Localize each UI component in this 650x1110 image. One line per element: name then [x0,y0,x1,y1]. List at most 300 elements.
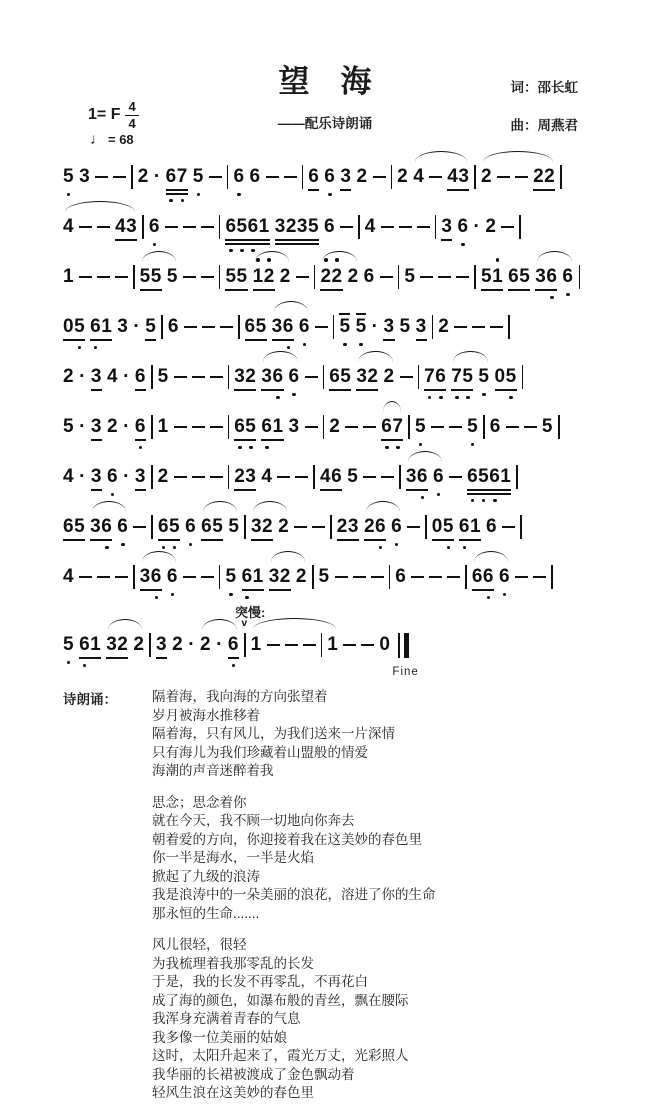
duration-dash [174,476,187,478]
note-text: 5 [225,566,237,587]
barline [219,215,221,239]
thin-bar [398,633,400,658]
octave-dot [197,193,201,197]
barline [219,265,221,289]
barline [474,265,476,289]
note-token [242,566,264,588]
poem-line: 思念；思念着你 [152,794,247,810]
barline [418,365,420,389]
note-text: 5 [347,466,359,487]
score-line-9 [63,552,642,602]
underline [253,289,275,291]
tie-arc [203,501,237,512]
octave-dots [107,493,118,497]
dot-cell [74,346,85,350]
duration-dash [133,526,146,528]
octave-dots [339,343,350,347]
underline [472,589,494,591]
dot-cell [435,396,446,400]
underline [225,239,269,241]
note-token [447,166,469,188]
note-token [320,266,342,288]
duration-dash [285,644,298,646]
note-text: 65 [234,416,257,437]
dot-cell [375,546,386,550]
note-text: 3 [383,316,395,337]
octave-dots [185,543,196,547]
duration-dash [303,644,316,646]
dot-cell [177,199,188,203]
octave-dot [67,661,71,665]
duration-dash [490,326,503,328]
note-text: 6 [233,166,245,187]
note-text: · [216,634,223,655]
tie-group [251,633,339,657]
note-token [490,416,501,438]
barline [465,565,467,589]
poem-line: 隔着海，我向海的方向张望着 [152,689,328,704]
note-token [269,566,291,588]
note-text: 3 [134,466,146,487]
underline [381,439,403,441]
note-text: 5 [478,366,490,387]
note-text: 3 [90,466,102,487]
octave-dot [251,249,255,253]
octave-dots [535,296,557,300]
barline [227,165,229,189]
dot-of-dotted-note [216,634,223,656]
note-text: 5 [404,266,416,287]
barline [151,415,153,439]
note-text: 6 [324,166,336,187]
duration-dash [363,476,376,478]
barline [151,365,153,389]
duration-dash [183,226,196,228]
note-text: · [473,216,481,237]
note-text: 6 [148,216,160,237]
barline [408,415,410,439]
note-text: · [153,166,161,187]
underline [91,389,102,391]
note-token [275,216,319,238]
note-token [168,316,179,338]
tie-group [356,366,394,388]
note-token [467,416,478,438]
note-token [415,416,426,438]
note-text: · [133,316,141,337]
note-text: 1 [327,634,339,655]
octave-dot [493,499,497,503]
duration-dash [515,176,528,178]
note-token [457,216,468,238]
note-token [278,516,289,538]
barline [323,365,325,389]
octave-dot [395,543,399,547]
key-signature [88,100,139,130]
octave-dot [496,258,500,262]
duration-dash [266,176,279,178]
note-token [63,634,74,656]
note-token [383,366,394,388]
octave-dot [292,393,296,397]
underline [383,339,394,341]
tie-arc [92,501,126,512]
subtitle: ——配乐诗朗诵 [277,116,373,131]
note-token [424,366,446,388]
note-token [337,516,359,538]
duration-dash [497,176,510,178]
note-text: 3 [441,216,453,237]
tempo-value: = 68 [108,132,134,147]
note-text: 67 [381,416,404,437]
dot-cell [432,546,443,550]
tie-arc [366,501,400,512]
note-text: 32 [356,366,379,387]
octave-dots [457,243,468,247]
tie-arc [274,301,308,312]
note-text: 23 [234,466,257,487]
note-token [289,366,300,388]
note-token [413,166,424,188]
note-token [234,466,256,488]
score-line-2 [63,202,642,252]
note-token [356,166,367,188]
dot-cell [392,446,403,450]
dot-cell [489,499,500,503]
note-text: 6 [562,266,574,287]
tie-group [261,366,299,388]
underline [135,489,146,491]
duration-dash [315,326,328,328]
underline [340,189,351,191]
note-token [356,316,367,338]
duration-dash [524,426,537,428]
underline [140,589,162,591]
poem-line: 就在今天，我不顾一切地向你奔去 [152,813,355,828]
note-text: 4 [63,466,75,487]
tie-group [413,166,469,188]
octave-dots [433,493,444,497]
poem-line: 我多像一位美丽的姑娘 [152,1029,287,1045]
duration-dash [165,226,178,228]
note-token [251,634,262,656]
barline [313,465,315,489]
note-text: 05 [63,316,86,337]
note-token [400,316,411,338]
duration-dash [183,276,196,278]
duration-dash [97,276,110,278]
note-token [135,466,146,488]
octave-dot [550,296,554,300]
octave-dots [478,393,489,397]
note-text: · [79,416,86,437]
note-token [467,466,511,488]
duration-dash [192,426,205,428]
octave-dots [289,393,300,397]
note-text: 5 [355,316,367,337]
dot-cell [272,396,283,400]
note-text: 6 [166,566,178,587]
note-text: 36 [139,566,162,587]
note-token [140,566,162,588]
note-token [90,316,112,338]
octave-dots [90,546,112,550]
underline [201,539,223,541]
tie-group [472,566,510,588]
duration-dash [353,576,366,578]
note-text: 3 [340,166,352,187]
note-text: 6 [117,516,129,537]
note-token [508,266,530,288]
dot-of-dotted-note [188,634,195,656]
dot-cell [272,346,283,350]
barline [330,515,332,539]
tie-arc [142,551,176,562]
note-text: 05 [494,366,517,387]
note-token [364,266,375,288]
note-text: 65 [329,366,352,387]
duration-dash [381,226,394,228]
underline [91,489,102,491]
octave-dot [287,346,291,350]
score-line-5 [63,352,642,402]
note-token [495,366,517,388]
underline [481,289,503,291]
note-text: 3 [90,366,102,387]
barline [142,215,144,239]
overline [339,313,349,315]
octave-dot [83,664,87,668]
dot-cell [245,446,256,450]
note-token [391,516,402,538]
underline [459,539,481,541]
barline [161,315,163,339]
score-line-8 [63,502,642,552]
duration-dash [192,476,205,478]
octave-dots [406,496,428,500]
note-token [395,566,406,588]
duration-dash [220,326,233,328]
underline [533,189,555,191]
underline [329,389,351,391]
duration-dash [371,576,384,578]
note-text: 2 [133,634,145,655]
note-token [381,416,403,438]
note-text: 6 [185,516,197,537]
note-text: 65 [201,516,224,537]
score-line-6 [63,402,642,452]
note-token [63,466,74,488]
tie-arc [253,501,287,512]
note-token [356,366,378,388]
song-title: 望 海 [278,64,372,99]
score [0,152,650,678]
note-token [167,566,178,588]
underline [269,589,291,591]
dot-cell [424,396,435,400]
octave-dot [471,443,475,447]
underline [245,339,267,341]
note-token [63,266,74,288]
duration-dash [174,426,187,428]
dot-cell [79,664,90,668]
dot-cell [272,446,283,450]
dot-cell [166,199,177,203]
dot-cell [364,546,375,550]
octave-dot [447,546,451,550]
dot-cell [500,499,511,503]
note-token [149,216,160,238]
underline [364,539,386,541]
underline [234,389,256,391]
barline [579,265,581,289]
duration-dash [472,326,485,328]
octave-dot [94,346,98,350]
score-line-4 [63,302,642,352]
underline [166,189,188,191]
score-line-7 [63,452,642,502]
underline [432,539,454,541]
note-text: 5 [339,316,351,337]
octave-dots [495,396,517,400]
duration-dash [95,176,108,178]
barline [151,465,153,489]
barline [151,515,153,539]
underline [225,243,269,245]
tie-arc [65,201,135,212]
note-token [117,316,128,338]
barline [519,215,521,239]
note-token [486,516,497,538]
note-token [234,416,256,438]
note-token [158,466,169,488]
note-text: 6 [134,416,146,437]
poem-line: 海潮的声音迷醉着我 [152,763,274,778]
note-text: 2 [481,166,493,187]
poem-line: 掀起了九级的浪涛 [152,868,260,884]
note-text: 2 [347,266,359,287]
note-text: 66 [471,566,494,587]
octave-dot [471,499,475,503]
note-token [327,634,338,656]
ritard-label: 突慢: [235,605,266,620]
barline [358,215,360,239]
octave-dots [356,343,367,347]
note-token [63,166,74,188]
duration-dash [97,576,110,578]
note-text: 61 [79,634,102,655]
octave-dots [117,543,128,547]
note-text: 6 [227,634,239,655]
note-token [133,634,144,656]
octave-dot [324,258,328,262]
octave-dot [67,193,71,197]
duration-dash [210,376,223,378]
note-token [140,266,162,288]
dot-of-dotted-note [154,166,161,188]
underline [106,657,128,659]
duration-dash [363,426,376,428]
barline [238,315,240,339]
note-token [234,366,256,388]
note-text: 23 [336,516,359,537]
note-text: 2 [383,366,395,387]
dot-cell [481,258,492,262]
dot-cell [451,396,462,400]
poem-line: 为我梳理着我那零乱的长发 [152,955,314,971]
octave-dots [272,346,294,350]
note-token [320,466,342,488]
note-token [172,634,183,656]
note-text: 36 [535,266,558,287]
note-text: 76 [424,366,447,387]
tie-group [140,566,178,588]
note-text: 36 [271,316,294,337]
dot-of-dotted-note [123,366,130,388]
octave-dot [111,493,115,497]
octave-dot [343,343,347,347]
underline [261,439,283,441]
octave-dot [437,493,441,497]
note-text: 61 [241,566,264,587]
dot-cell [332,258,343,262]
barline [389,565,391,589]
barline [483,415,485,439]
poem-line: 隔着海，只有风儿，为我们送来一片深情 [152,726,395,741]
dot-cell [506,396,517,400]
dot-cell [151,596,162,600]
note-token [324,166,335,188]
octave-dots [228,664,239,668]
note-text: 36 [90,516,113,537]
underline [251,539,273,541]
tie-arc [358,351,392,362]
note-token [481,166,492,188]
duration-dash [343,644,356,646]
tie-group [253,266,291,288]
poem-stanza-3 [152,936,436,1103]
note-text: 32 [268,566,291,587]
note-text: 6 [106,466,119,487]
duration-dash [454,326,467,328]
barline [391,165,393,189]
time-signature: $\frac{4}{4}$ [125,100,138,130]
note-text: 2 [157,466,169,487]
tie-group [90,516,128,538]
tie-group [451,366,489,388]
note-token [272,316,294,338]
note-text: 3235 [274,216,320,237]
note-token [166,166,188,188]
quarter-note-icon: ♩ [90,131,105,148]
underline [356,389,378,391]
note-token [433,466,444,488]
note-text: 4 [364,216,376,237]
octave-dots [79,664,101,668]
dot-cell [90,546,101,550]
note-text: 5 [541,416,553,437]
octave-dot [181,199,185,203]
octave-dots [193,193,204,197]
note-token [228,516,239,538]
tie-group [63,216,137,238]
duration-dash [284,176,297,178]
tie-group [406,466,444,488]
note-text: 5 [145,316,157,337]
note-token [308,166,319,188]
octave-dot [379,546,383,550]
note-token [63,516,85,538]
